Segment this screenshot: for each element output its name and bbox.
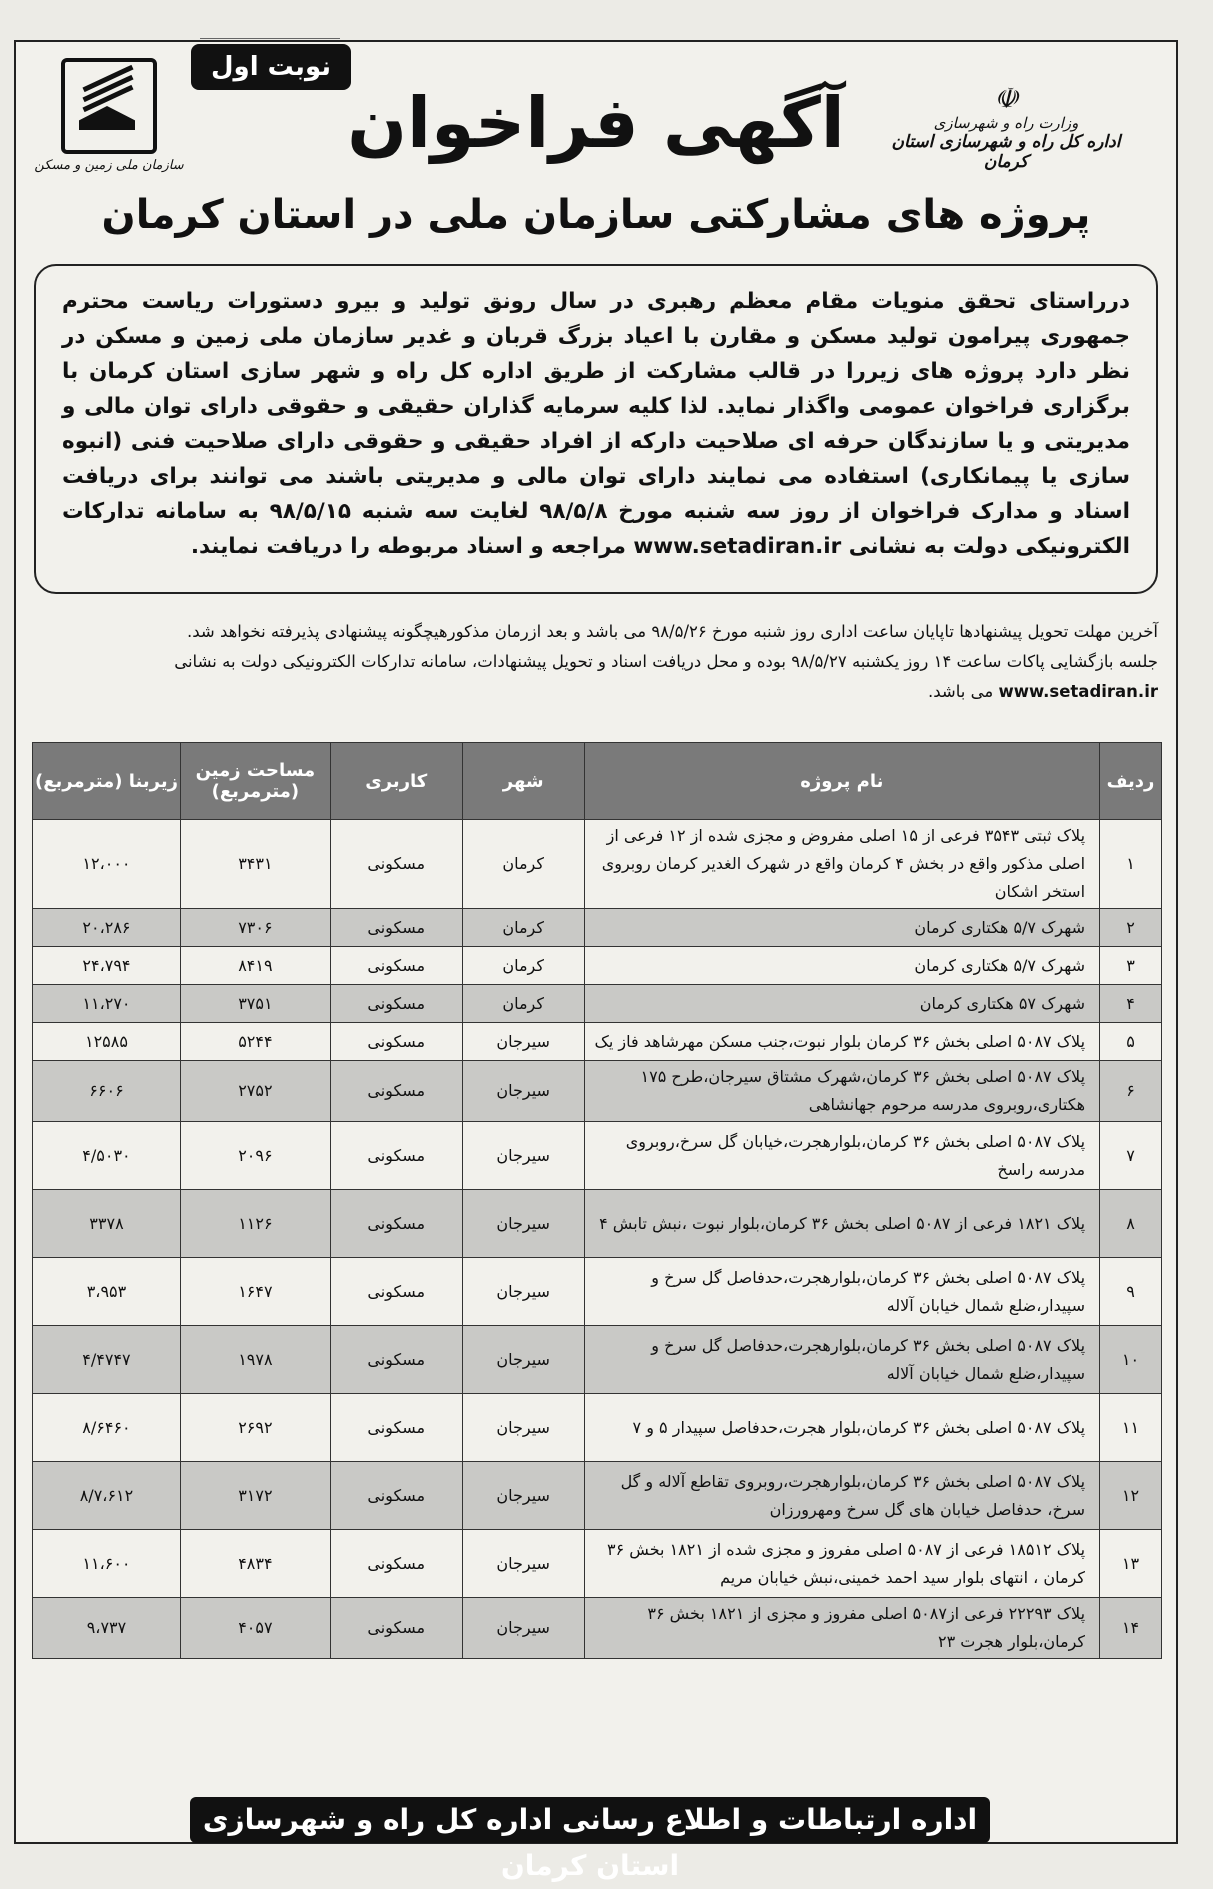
- cell-project-name: شهرک ۵۷ هکتاری کرمان: [584, 985, 1099, 1023]
- table-row: [33, 1061, 1162, 1122]
- cell-city: سیرجان: [462, 1394, 584, 1462]
- cell-built-area: ۱۱،۶۰۰: [33, 1530, 181, 1598]
- table-row: [33, 1326, 1162, 1394]
- cell-built-area: ۴/۴۷۴۷: [33, 1326, 181, 1394]
- cell-row-number: ۱۱: [1100, 1394, 1162, 1462]
- col-header-land-area: مساحت زمین (مترمربع): [180, 743, 330, 820]
- cell-project-name: پلاک ۱۸۵۱۲ فرعی از ۵۰۸۷ اصلی مفروز و مجزی شده از ۱۸۲۱ بخش ۳۶ کرمان ، انتهای بلوار سید احمد خمینی،نبش خیابان مریم: [584, 1530, 1099, 1598]
- table-row: [33, 985, 1162, 1023]
- table-row: [33, 1122, 1162, 1190]
- cell-land-area: ۵۲۴۴: [180, 1023, 330, 1061]
- notes: [34, 617, 1158, 707]
- opening-note-text: جلسه بازگشایی پاکات ساعت ۱۴ روز یکشنبه ۹۸/۵/۲۷ بوده و محل دریافت اسناد و تحویل پیشنهادات، سامانه تدارکات الکترونیکی دولت به نشانی: [174, 652, 1158, 671]
- cell-city: سیرجان: [462, 1122, 584, 1190]
- cell-built-area: ۴/۵۰۳۰: [33, 1122, 181, 1190]
- announcement-page: [14, 40, 1178, 1882]
- table-row: [33, 909, 1162, 947]
- table-header-row: [33, 743, 1162, 820]
- table-row: [33, 1023, 1162, 1061]
- cell-row-number: ۹: [1100, 1258, 1162, 1326]
- cell-usage: مسکونی: [330, 947, 462, 985]
- ministry-name: وزارت راه و شهرسازی: [933, 114, 1079, 132]
- cell-built-area: ۹،۷۳۷: [33, 1598, 181, 1659]
- cell-project-name: پلاک ۵۰۸۷ اصلی بخش ۳۶ کرمان،بلوارهجرت،روبروی تقاطع آلاله و گل سرخ، حدفاصل خیابان های گل سرخ ومهرورزان: [584, 1462, 1099, 1530]
- cell-project-name: پلاک ۵۰۸۷ اصلی بخش ۳۶ کرمان،بلوارهجرت،خیابان گل سرخ،روبروی مدرسه راسخ: [584, 1122, 1099, 1190]
- cell-city: سیرجان: [462, 1023, 584, 1061]
- deadline-note: آخرین مهلت تحویل پیشنهادها تاپایان ساعت اداری روز شنبه مورخ ۹۸/۵/۲۶ می باشد و بعد ازرمان مذکورهیچگونه پیشنهادی پذیرفته نخواهد شد.: [186, 622, 1158, 641]
- opening-website-link[interactable]: www.setadiran.ir: [998, 682, 1158, 701]
- cell-usage: مسکونی: [330, 1598, 462, 1659]
- cell-row-number: ۵: [1100, 1023, 1162, 1061]
- organization-logo: [34, 58, 184, 173]
- col-header-city: شهر: [462, 743, 584, 820]
- cell-usage: مسکونی: [330, 1061, 462, 1122]
- cell-usage: مسکونی: [330, 1023, 462, 1061]
- cell-city: کرمان: [462, 985, 584, 1023]
- cell-project-name: پلاک ۲۲۲۹۳ فرعی از۵۰۸۷ اصلی مفروز و مجزی از ۱۸۲۱ بخش ۳۶ کرمان،بلوار هجرت ۲۳: [584, 1598, 1099, 1659]
- cell-city: سیرجان: [462, 1190, 584, 1258]
- cell-built-area: ۲۴،۷۹۴: [33, 947, 181, 985]
- page-subtitle: پروژه های مشارکتی سازمان ملی در استان کرمان: [101, 192, 1091, 238]
- cell-built-area: ۳،۹۵۳: [33, 1258, 181, 1326]
- cell-land-area: ۳۴۳۱: [180, 820, 330, 909]
- intro-text-end: مراجعه و اسناد مربوطه را دریافت نمایند.: [190, 534, 626, 559]
- emblem-icon: ☫: [993, 82, 1019, 115]
- table-body: [33, 820, 1162, 1659]
- cell-land-area: ۱۶۴۷: [180, 1258, 330, 1326]
- office-name: اداره کل راه و شهرسازی استان کرمان: [891, 132, 1121, 172]
- cell-land-area: ۱۱۲۶: [180, 1190, 330, 1258]
- cell-built-area: ۱۲۵۸۵: [33, 1023, 181, 1061]
- cell-city: کرمان: [462, 909, 584, 947]
- cell-built-area: ۸/۶۴۶۰: [33, 1394, 181, 1462]
- cell-usage: مسکونی: [330, 985, 462, 1023]
- cell-land-area: ۷۳۰۶: [180, 909, 330, 947]
- cell-city: سیرجان: [462, 1462, 584, 1530]
- cell-project-name: پلاک ۵۰۸۷ اصلی بخش ۳۶ کرمان،شهرک مشتاق سیرجان،طرح ۱۷۵ هکتاری،روبروی مدرسه مرحوم جهانشاهی: [584, 1061, 1099, 1122]
- intro-website-link[interactable]: www.setadiran.ir: [633, 534, 842, 559]
- cell-usage: مسکونی: [330, 820, 462, 909]
- cell-city: سیرجان: [462, 1598, 584, 1659]
- table-row: [33, 1530, 1162, 1598]
- cell-land-area: ۸۴۱۹: [180, 947, 330, 985]
- page-title: آگهی فراخوان: [347, 82, 845, 164]
- cell-usage: مسکونی: [330, 1122, 462, 1190]
- cell-built-area: ۳۳۷۸: [33, 1190, 181, 1258]
- cell-usage: مسکونی: [330, 1530, 462, 1598]
- cell-row-number: ۷: [1100, 1122, 1162, 1190]
- cell-built-area: ۶۶۰۶: [33, 1061, 181, 1122]
- col-header-built-area: زیربنا (مترمربع): [33, 743, 181, 820]
- cell-project-name: پلاک ۵۰۸۷ اصلی بخش ۳۶ کرمان،بلوار هجرت،حدفاصل سپیدار ۵ و ۷: [584, 1394, 1099, 1462]
- cell-city: کرمان: [462, 820, 584, 909]
- scan-edge: [200, 0, 340, 39]
- cell-row-number: ۱۳: [1100, 1530, 1162, 1598]
- cell-project-name: شهرک ۵/۷ هکتاری کرمان: [584, 909, 1099, 947]
- cell-city: سیرجان: [462, 1530, 584, 1598]
- opening-note: [34, 647, 1158, 707]
- opening-note-end: می باشد.: [928, 682, 994, 701]
- col-header-row-no: ردیف: [1100, 743, 1162, 820]
- cell-city: سیرجان: [462, 1061, 584, 1122]
- cell-built-area: ۱۲،۰۰۰: [33, 820, 181, 909]
- header: [16, 42, 1176, 262]
- cell-project-name: پلاک ۵۰۸۷ اصلی بخش ۳۶ کرمان،بلوارهجرت،حدفاصل گل سرخ و سپیدار،ضلع شمال خیابان آلاله: [584, 1326, 1099, 1394]
- table-row: [33, 947, 1162, 985]
- cell-built-area: ۱۱،۲۷۰: [33, 985, 181, 1023]
- cell-land-area: ۳۷۵۱: [180, 985, 330, 1023]
- cell-usage: مسکونی: [330, 909, 462, 947]
- cell-city: کرمان: [462, 947, 584, 985]
- table-row: [33, 1190, 1162, 1258]
- cell-usage: مسکونی: [330, 1190, 462, 1258]
- cell-row-number: ۲: [1100, 909, 1162, 947]
- cell-project-name: پلاک ثبتی ۳۵۴۳ فرعی از ۱۵ اصلی مفروض و مجزی شده از ۱۲ فرعی از اصلی مذکور واقع در بخش ۴ کرمان واقع در شهرک الغدیر کرمان روبروی استخر اشکان: [584, 820, 1099, 909]
- cell-row-number: ۴: [1100, 985, 1162, 1023]
- table-row: [33, 1598, 1162, 1659]
- cell-built-area: ۸/۷،۶۱۲: [33, 1462, 181, 1530]
- col-header-usage: کاربری: [330, 743, 462, 820]
- cell-project-name: پلاک ۱۸۲۱ فرعی از ۵۰۸۷ اصلی بخش ۳۶ کرمان،بلوار نبوت ،نبش تابش ۴: [584, 1190, 1099, 1258]
- cell-land-area: ۴۸۳۴: [180, 1530, 330, 1598]
- organization-caption: سازمان ملی زمین و مسکن: [34, 158, 184, 173]
- cell-city: سیرجان: [462, 1258, 584, 1326]
- cell-built-area: ۲۰،۲۸۶: [33, 909, 181, 947]
- cell-land-area: ۲۶۹۲: [180, 1394, 330, 1462]
- cell-row-number: ۸: [1100, 1190, 1162, 1258]
- cell-row-number: ۱۴: [1100, 1598, 1162, 1659]
- cell-land-area: ۲۰۹۶: [180, 1122, 330, 1190]
- cell-row-number: ۱: [1100, 820, 1162, 909]
- cell-row-number: ۶: [1100, 1061, 1162, 1122]
- cell-usage: مسکونی: [330, 1258, 462, 1326]
- projects-table: [32, 742, 1162, 1659]
- table-row: [33, 820, 1162, 909]
- table-row: [33, 1258, 1162, 1326]
- intro-paragraph: [34, 264, 1158, 594]
- cell-usage: مسکونی: [330, 1326, 462, 1394]
- house-logo-icon: [61, 58, 157, 154]
- round-badge: نوبت اول: [191, 44, 351, 90]
- cell-land-area: ۳۱۷۲: [180, 1462, 330, 1530]
- cell-project-name: شهرک ۵/۷ هکتاری کرمان: [584, 947, 1099, 985]
- cell-row-number: ۳: [1100, 947, 1162, 985]
- cell-land-area: ۲۷۵۲: [180, 1061, 330, 1122]
- footer-bar: اداره ارتباطات و اطلاع رسانی اداره کل راه و شهرسازی استان کرمان: [190, 1797, 990, 1843]
- cell-usage: مسکونی: [330, 1462, 462, 1530]
- table-row: [33, 1394, 1162, 1462]
- cell-city: سیرجان: [462, 1326, 584, 1394]
- cell-row-number: ۱۰: [1100, 1326, 1162, 1394]
- col-header-project-name: نام پروژه: [584, 743, 1099, 820]
- cell-row-number: ۱۲: [1100, 1462, 1162, 1530]
- cell-project-name: پلاک ۵۰۸۷ اصلی بخش ۳۶ کرمان،بلوارهجرت،حدفاصل گل سرخ و سپیدار،ضلع شمال خیابان آلاله: [584, 1258, 1099, 1326]
- intro-text: درراستای تحقق منویات مقام معظم رهبری در سال رونق تولید و بیرو دستورات ریاست محترم جمهوری پیرامون تولید مسکن و مقارن با اعیاد بزرگ قربان و غدیر سازمان ملی زمین و مسکن در نظر دارد پروژه های زیررا در قالب مشارکت از طریق اداره کل راه و شهر سازی استان کرمان با برگزاری فراخوان عمومی واگذار نماید. لذا کلیه سرمایه گذاران حقیقی و حقوقی دارای توان مالی و مدیریتی و یا سازندگان حرفه ای صلاحیت دارکه از افراد حقیقی و حقوقی دارای صلاحیت فنی (انبوه سازی یا پیمانکاری) استفاده می نمایند دارای توان مالی و مدیریتی باشند می توانند برای دریافت اسناد و مدارک فراخوان از روز سه شنبه مورخ ۹۸/۵/۸ لغایت سه شنبه ۹۸/۵/۱۵ به سامانه تدارکات الکترونیکی دولت به نشانی: [62, 289, 1130, 559]
- cell-project-name: پلاک ۵۰۸۷ اصلی بخش ۳۶ کرمان بلوار نبوت،جنب مسکن مهرشاهد فاز یک: [584, 1023, 1099, 1061]
- cell-usage: مسکونی: [330, 1394, 462, 1462]
- cell-land-area: ۴۰۵۷: [180, 1598, 330, 1659]
- ministry-logo: [886, 84, 1126, 172]
- table-row: [33, 1462, 1162, 1530]
- cell-land-area: ۱۹۷۸: [180, 1326, 330, 1394]
